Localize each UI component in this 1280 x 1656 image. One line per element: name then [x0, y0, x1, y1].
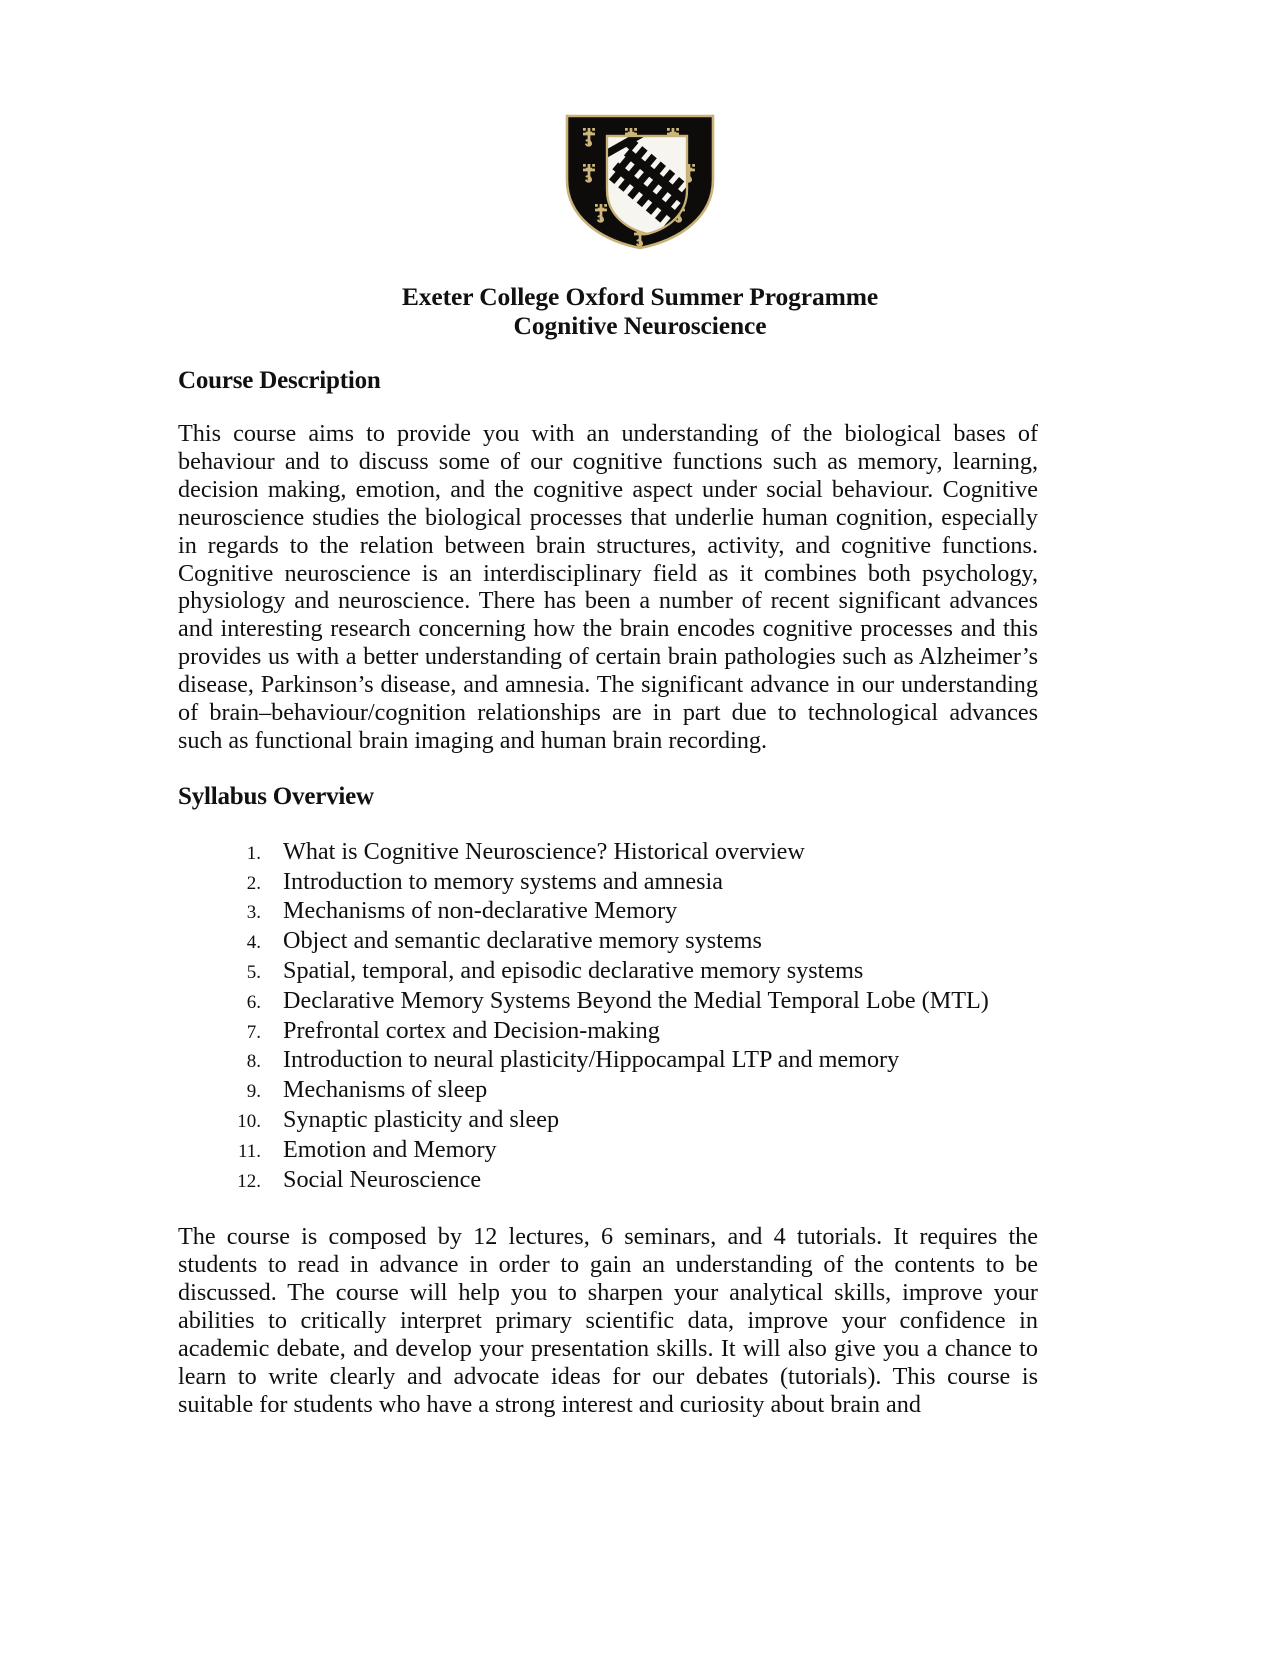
list-item-number: 8. — [246, 1051, 261, 1073]
list-item — [215, 897, 1038, 927]
list-item-number: 4. — [246, 932, 261, 954]
paragraph-course-structure: The course is composed by 12 lectures, 6 seminars, and 4 tutorials. It requires the students to read in advance in order to gain an understanding of the contents to be discussed. The course will help you to sharpen your analytical skills, improve your abilities to critically interpret primary scientific data, improve your confidence in academic debate, and develop your presentation skills. It will also give you a chance to learn to write clearly and advocate ideas for our debates (tutorials). This course is suitable for students who have a strong interest and curiosity about brain and — [178, 1223, 1038, 1418]
list-item — [215, 868, 1038, 898]
list-item-number: 7. — [246, 1021, 261, 1043]
list-item-number: 10. — [237, 1111, 261, 1133]
title-line-programme: Exeter College Oxford Summer Programme — [401, 282, 879, 311]
spacer — [178, 755, 1038, 782]
list-item — [215, 838, 1038, 868]
list-item-number: 5. — [246, 962, 261, 984]
list-item — [215, 957, 1038, 987]
list-item-label: Mechanisms of non-declarative Memory — [283, 897, 678, 925]
list-item — [215, 1017, 1038, 1047]
list-item-label: Prefrontal cortex and Decision-making — [283, 1016, 660, 1044]
list-item-number: 12. — [237, 1170, 261, 1192]
list-item — [215, 1136, 1038, 1166]
list-item-label: Declarative Memory Systems Beyond the Medial Temporal Lobe (MTL) — [283, 986, 989, 1014]
syllabus-list — [215, 838, 1038, 1196]
list-item-label: Introduction to neural plasticity/Hippocampal LTP and memory — [283, 1046, 900, 1074]
list-item-label: Object and semantic declarative memory systems — [283, 927, 762, 955]
coat-of-arms-icon — [563, 112, 717, 252]
list-item — [215, 1046, 1038, 1076]
spacer — [178, 1195, 1038, 1223]
spacer — [178, 396, 1038, 420]
list-item-number: 6. — [246, 991, 261, 1013]
list-item-number: 11. — [237, 1140, 261, 1162]
list-item-label: Spatial, temporal, and episodic declarative memory systems — [283, 957, 864, 985]
list-item — [215, 927, 1038, 957]
list-item-number: 2. — [246, 872, 261, 894]
list-item-label: Social Neuroscience — [283, 1165, 482, 1193]
document-body — [178, 366, 1038, 1419]
document-title — [178, 282, 1102, 340]
list-item-label: Emotion and Memory — [283, 1135, 497, 1163]
list-item — [215, 987, 1038, 1017]
spacer — [178, 812, 1038, 838]
syllabus-list-wrapper — [178, 838, 1038, 1196]
list-item-label: Synaptic plasticity and sleep — [283, 1106, 560, 1134]
list-item-number: 1. — [246, 842, 261, 864]
paragraph-course-description: This course aims to provide you with an understanding of the biological bases of behaviour and to discuss some of our cognitive functions such as memory, learning, decision making, emotion, and the cognitive aspect under social behaviour. Cognitive neuroscience studies the biological processes that underlie human cognition, especially in regards to the relation between brain structures, activity, and cognitive functions. Cognitive neuroscience is an interdisciplinary field as it combines both psychology, physiology and neuroscience. There has been a number of recent significant advances and interesting research concerning how the brain encodes cognitive processes and this provides us with a better understanding of certain brain pathologies such as Alzheimer’s disease, Parkinson’s disease, and amnesia. The significant advance in our understanding of brain–behaviour/cognition relationships are in part due to technological advances such as functional brain imaging and human brain recording. — [178, 420, 1038, 754]
title-line-course: Cognitive Neuroscience — [513, 311, 767, 340]
heading-course-description: Course Description — [178, 367, 381, 394]
list-item — [215, 1166, 1038, 1196]
college-crest — [0, 112, 1280, 252]
list-item-number: 9. — [246, 1081, 261, 1103]
list-item — [215, 1106, 1038, 1136]
list-item-label: Mechanisms of sleep — [283, 1076, 488, 1104]
list-item-label: Introduction to memory systems and amnesia — [283, 867, 723, 895]
list-item — [215, 1076, 1038, 1106]
list-item-number: 3. — [246, 902, 261, 924]
heading-syllabus-overview: Syllabus Overview — [178, 782, 374, 810]
list-item-label: What is Cognitive Neuroscience? Historical overview — [283, 837, 805, 865]
